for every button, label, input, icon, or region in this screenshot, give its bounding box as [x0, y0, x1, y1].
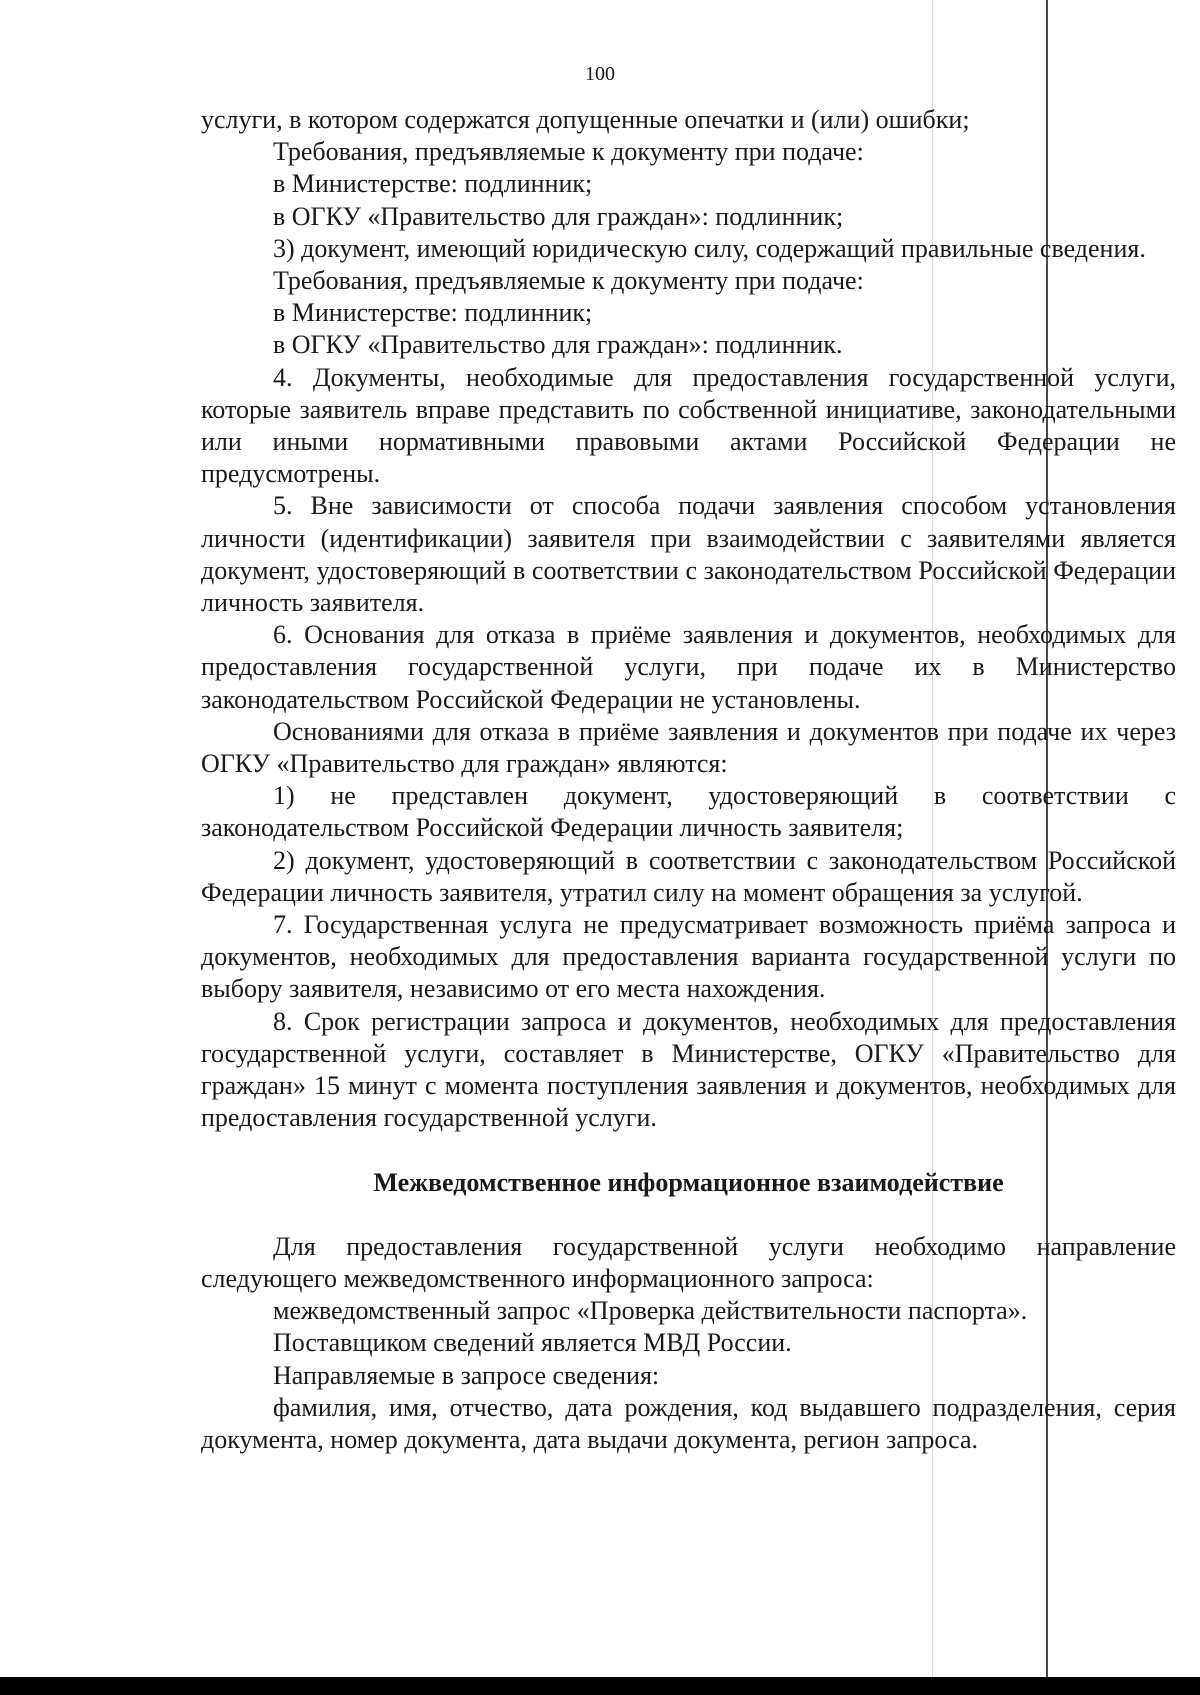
- paragraph: межведомственный запрос «Проверка действительности паспорта».: [273, 1296, 1028, 1326]
- paragraph: Поставщиком сведений является МВД России.: [273, 1328, 792, 1358]
- paragraph: Основаниями для отказа в приёме заявления и документов при подаче их через ОГКУ «Правительство для граждан» являются:: [201, 716, 1176, 779]
- paragraph: в Министерстве: подлинник;: [273, 169, 593, 199]
- paragraph: Требования, предъявляемые к документу при подаче:: [273, 266, 864, 296]
- paragraph: в ОГКУ «Правительство для граждан»: подлинник.: [273, 330, 843, 360]
- paragraph: 5. Вне зависимости от способа подачи заявления способом установления личности (идентификации) заявителя при взаимодействии с заявителями является документ, удостоверяющий в соответствии с законодательством Российской Федерации личность заявителя.: [201, 491, 1176, 618]
- paragraph: в Министерстве: подлинник;: [273, 298, 593, 328]
- paragraph: 8. Срок регистрации запроса и документов, необходимых для предоставления государственной услуги, составляет в Министерстве, ОГКУ «Правительство для граждан» 15 минут с момента поступления заявления и документов, необходимых для предоставления государственной услуги.: [201, 1006, 1176, 1133]
- paragraph: фамилия, имя, отчество, дата рождения, код выдавшего подразделения, серия документа, номер документа, дата выдачи документа, регион запроса.: [201, 1392, 1176, 1454]
- paragraph: услуги, в котором содержатся допущенные опечатки и (или) ошибки;: [201, 105, 970, 134]
- paragraph: в ОГКУ «Правительство для граждан»: подлинник;: [273, 201, 844, 231]
- section-heading: Межведомственное информационное взаимодействие: [373, 1167, 1004, 1197]
- paragraph: 7. Государственная услуга не предусматривает возможность приёма запроса и документов, необходимых для предоставления варианта государственной услуги по выбору заявителя, независимо от его места нахождения.: [201, 910, 1176, 1004]
- paragraph: 1) не представлен документ, удостоверяющий в соответствии с законодательством Российской Федерации личность заявителя;: [201, 781, 1176, 843]
- page-number: 100: [585, 63, 615, 85]
- paragraph: Направляемые в запросе сведения:: [273, 1360, 660, 1390]
- paragraph: Требования, предъявляемые к документу при подаче:: [273, 137, 864, 167]
- paragraph: 3) документ, имеющий юридическую силу, содержащий правильные сведения.: [273, 233, 1146, 263]
- paragraph: 6. Основания для отказа в приёме заявления и документов, необходимых для предоставления государственной услуги, при подаче их в Министерство законодательством Российской Федерации не установлены.: [201, 620, 1176, 714]
- scan-bottom-border: [0, 1677, 1200, 1695]
- paragraph: 2) документ, удостоверяющий в соответствии с законодательством Российской Федерации личность заявителя, утратил силу на момент обращения за услугой.: [201, 845, 1176, 907]
- document-body: [201, 104, 1176, 1456]
- paragraph: Для предоставления государственной услуги необходимо направление следующего межведомственного информационного запроса:: [201, 1231, 1176, 1293]
- paragraph: 4. Документы, необходимые для предоставления государственной услуги, которые заявитель вправе представить по собственной инициативе, законодательными или иными нормативными правовыми актами Российской Федерации не предусмотрены.: [201, 362, 1176, 489]
